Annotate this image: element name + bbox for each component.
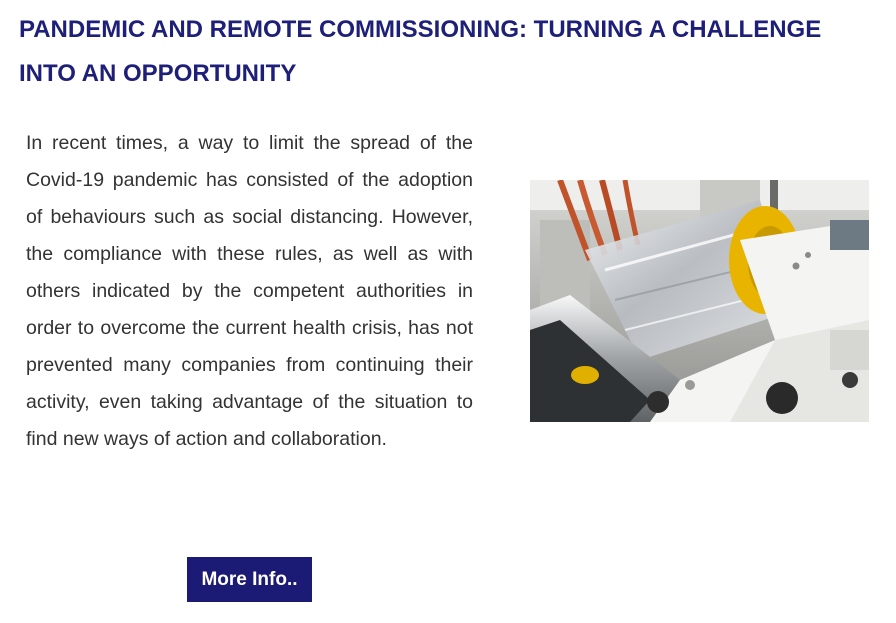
more-info-button[interactable]: More Info.. — [187, 557, 312, 602]
article-title: PANDEMIC AND REMOTE COMMISSIONING: TURNING A CHALLENGE INTO AN OPPORTUNITY — [19, 16, 822, 87]
article-body: In recent times, a way to limit the spread of the Covid-19 pandemic has consisted of the adoption of behaviours such as social distancing. However, the compliance with these rules, as well as with others indicated by the competent authorities in order to overcome the current health crisis, has not prevented many companies from continuing their activity, even taking advantage of the situation to find new ways of action and collaboration. — [26, 132, 473, 450]
machine-photo — [530, 180, 869, 422]
